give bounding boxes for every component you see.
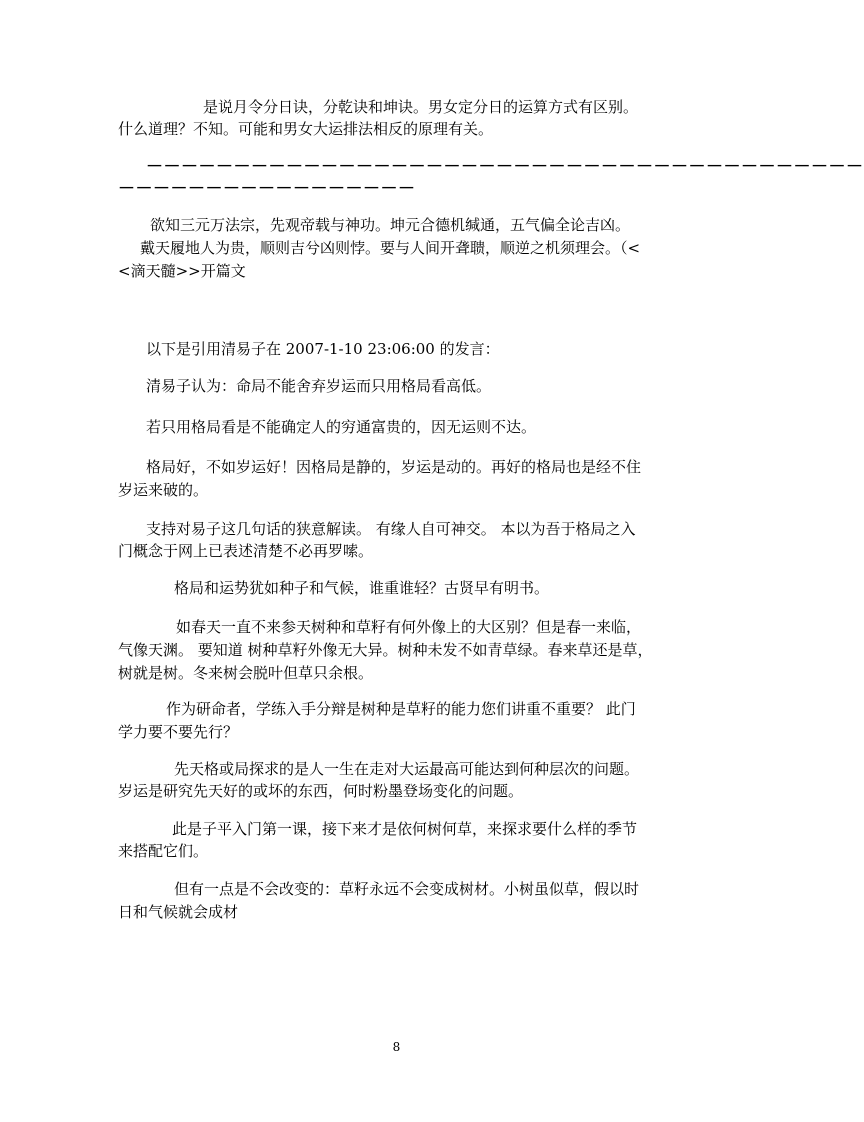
- paragraph-1-line-1: 是说月令分日诀，分乾诀和坤诀。男女定分日的运算方式有区别。: [203, 98, 639, 116]
- paragraph-1-line-2: 什么道理？不知。可能和男女大运排法相反的原理有关。: [118, 120, 494, 138]
- paragraph-4: 清易子认为：命局不能舍弃岁运而只用格局看高低。: [146, 377, 492, 395]
- page-number: 8: [392, 1040, 401, 1054]
- paragraph-12-line-2: 来搭配它们。: [118, 842, 209, 860]
- paragraph-12-line-1: 此是子平入门第一课，接下来才是依何树何草，来探求要什么样的季节: [172, 820, 638, 838]
- divider-line-1: －－－－－－－－－－－－－－－－－－－－－－－－－－－－－－－－－－－－－－－－－: [146, 157, 864, 177]
- paragraph-2-line-3: <滴天髓>>开篇文: [118, 262, 246, 280]
- paragraph-13-line-2: 日和气候就会成材: [118, 903, 239, 921]
- paragraph-13-line-1: 但有一点是不会改变的：草籽永远不会变成树材。小树虽似草，假以时: [174, 880, 640, 898]
- paragraph-2-line-2: 戴天履地人为贵，顺则吉兮凶则悖。要与人间开聋聩，顺逆之机须理会。（<: [140, 239, 641, 257]
- paragraph-6-line-2: 岁运来破的。: [118, 481, 209, 499]
- paragraph-9-line-2: 气像天渊。 要知道 树种草籽外像无大异。树种未发不如青草绿。春来草还是草，: [118, 641, 653, 659]
- paragraph-11-line-1: 先天格或局探求的是人一生在走对大运最高可能达到何种层次的问题。: [174, 760, 640, 778]
- quote-intro: 以下是引用清易子在 2007-1-10 23:06:00 的发言：: [146, 340, 500, 358]
- paragraph-6-line-1: 格局好，不如岁运好！因格局是静的，岁运是动的。再好的格局也是经不住: [146, 458, 642, 476]
- paragraph-5: 若只用格局看是不能确定人的穷通富贵的，因无运则不达。: [146, 418, 537, 436]
- paragraph-7-line-2: 门概念于网上已表述清楚不必再罗嗦。: [118, 542, 374, 560]
- paragraph-10-line-2: 学力要不要先行？: [118, 723, 239, 741]
- paragraph-9-line-1: 如春天一直不来参天树种和草籽有何外像上的大区别？但是春一来临，: [176, 618, 642, 636]
- paragraph-2-line-1: 欲知三元万法宗，先观帝载与神功。坤元合德机缄通，五气偏全论吉凶。: [150, 216, 631, 234]
- paragraph-10-line-1: 作为研命者，学练入手分辩是树种是草籽的能力您们讲重不重要？ 此门: [166, 700, 636, 718]
- paragraph-9-line-3: 树就是树。冬来树会脱叶但草只余根。: [118, 664, 374, 682]
- paragraph-8: 格局和运势犹如种子和气候，谁重谁轻？古贤早有明书。: [174, 579, 550, 597]
- divider-line-2: －－－－－－－－－－－－－－－－－: [118, 179, 416, 199]
- paragraph-7-line-1: 支持对易子这几句话的狭意解读。 有缘人自可神交。 本以为吾于格局之入: [146, 520, 636, 538]
- paragraph-11-line-2: 岁运是研究先天好的或坏的东西，何时粉墨登场变化的问题。: [118, 782, 524, 800]
